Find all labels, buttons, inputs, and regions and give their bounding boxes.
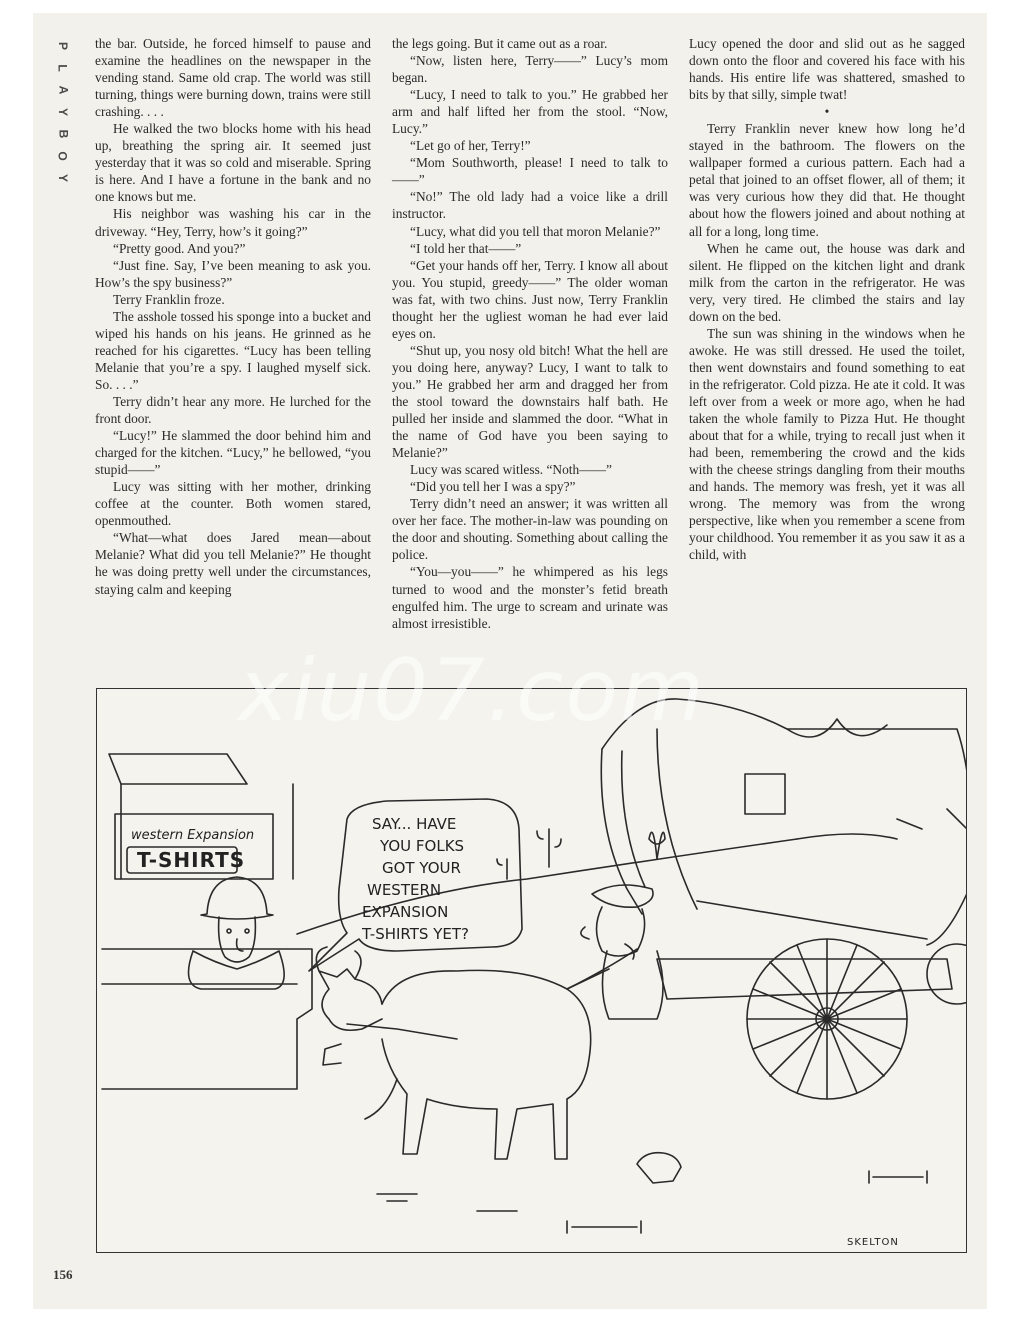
section-break-bullet: • <box>824 104 830 120</box>
paragraph: “Did you tell her I was a spy?” <box>410 479 576 495</box>
stand-awning <box>109 754 247 784</box>
cactus <box>497 859 507 879</box>
horizon-line <box>797 834 897 839</box>
paragraph: “You—you——” he whimpered as his legs turned to wood and the monster’s fetid breath engulfed him. The urge to scream and urinate was almost irresistible. <box>392 564 668 631</box>
wagon-far-wheel <box>927 944 967 1004</box>
canvas-patch <box>745 774 785 814</box>
text-column-3 <box>689 35 965 563</box>
cow-skull <box>637 1153 681 1183</box>
paragraph: Terry Franklin never knew how long he’d stayed in the bathroom. The flowers on the wallpaper formed a curious pattern. Each had a petal that joined to an offset flower, all of them; it was very curious how they did that. He thought about how the flowers joined and about nothing at all for a long, long time. <box>689 121 965 239</box>
ox-head <box>319 969 382 1030</box>
bubble-line: YOU FOLKS <box>380 837 465 855</box>
vendor-eye <box>227 929 231 933</box>
vendor-hat <box>201 877 273 919</box>
canvas-tear <box>787 719 887 737</box>
masthead-letter: Y <box>55 107 70 117</box>
wagon-canvas-bottom <box>697 901 927 939</box>
cartoon-illustration <box>96 688 967 1253</box>
paragraph: “Lucy!” He slammed the door behind him and charged for the kitchen. “Lucy,” he bellowed, “you stupid——” <box>95 428 371 478</box>
paragraph: Terry Franklin froze. <box>113 291 225 307</box>
page-number: 156 <box>53 1267 73 1282</box>
paragraph: “Let go of her, Terry!” <box>410 138 531 154</box>
paragraph: The sun was shining in the windows when he awoke. He was still dressed. He used the toilet, then went downstairs and found something to eat in the refrigerator. Cold pizza. He ate it cold. It was left over from a week or more ago, when he had taken the whole family to Pizza Hut. He thought about that for a while, trying to recall just when it had been, remembering the crowd and the kids with the cheese strings dangling from their mouths and hands. The memory was fresh, yet it was all wrong. The memory was from the wrong perspective, like when you remember a scene from your childhood. You remember it as you saw it as a child, with <box>689 325 965 563</box>
paragraph: When he came out, the house was dark and silent. He flipped on the kitchen light and drank milk from the carton in the refrigerator. He was very, very tired. He climbed the stairs and lay down on the bed. <box>689 240 965 324</box>
paragraph: “Get your hands off her, Terry. I know all about you. You stupid, greedy——” The older woman was fat, with two chins. Just now, Terry Franklin thought her the ugliest woman he had ever laid eyes on. <box>392 257 668 341</box>
paragraph: “Now, listen here, Terry——” Lucy’s mom began. <box>392 53 668 86</box>
wheel-spokes <box>747 939 907 1099</box>
masthead-letter: O <box>56 151 70 161</box>
masthead-letter: P <box>55 41 70 51</box>
paragraph: Lucy opened the door and slid out as he sagged down onto the floor and covered his face with his hands. His entire life was shattered, smashed to bits by that silly, simple twat! <box>689 36 965 103</box>
ground-scratch <box>377 1194 417 1201</box>
paragraph: “I told her that——” <box>410 240 522 256</box>
text-column-2 <box>392 35 668 632</box>
driver-nose <box>581 927 589 939</box>
paragraph: The asshole tossed his sponge into a bucket and wiped his hands on his jeans. He grinned as he reached for his cigarettes. “Lucy has been telling Melanie that you’re a spy. I laughed myself sick. So. . . .” <box>95 308 371 392</box>
wagon-hoop <box>622 751 645 887</box>
paragraph: “No!” The old lady had a voice like a drill instructor. <box>392 189 668 222</box>
paragraph: “Lucy, I need to talk to you.” He grabbed her arm and half lifted her from the stool. “Now, Lucy.” <box>392 87 668 137</box>
ox-tail <box>365 1079 397 1119</box>
paragraph: He walked the two blocks home with his head up, breathing the spring air. It seemed just yesterday that it was so cold and miserable. Spring is here. And I have a fortune in the bank and no one knows but me. <box>95 121 371 205</box>
sign-tshirts: T-SHIRTS <box>137 848 246 872</box>
ox-muzzle <box>323 1044 341 1065</box>
paragraph: “Pretty good. And you?” <box>113 240 246 256</box>
masthead-letter: L <box>56 64 70 72</box>
text-column-1 <box>95 35 371 598</box>
wagon-hoop <box>657 729 697 909</box>
paragraph: Terry didn’t hear any more. He lurched for the front door. <box>95 393 371 427</box>
paragraph: “What—what does Jared mean—about Melanie? What did you tell Melanie?” He thought he was doing pretty well under the circumstances, staying calm and keeping <box>95 530 371 597</box>
masthead-letter: B <box>55 129 70 139</box>
playboy-masthead <box>55 35 71 189</box>
ox-harness <box>347 1024 457 1039</box>
bone <box>869 1171 927 1183</box>
driver-body <box>602 951 663 1019</box>
paragraph: His neighbor was washing his car in the driveway. “Hey, Terry, how’s it going?” <box>95 206 371 239</box>
paragraph: Lucy was scared witless. “Noth——” <box>410 462 612 478</box>
arrow-shafts <box>897 809 967 829</box>
masthead-letter: A <box>55 85 70 95</box>
magazine-page <box>33 13 987 1309</box>
artist-signature: SKELTON <box>847 1237 899 1248</box>
watermark: xiu07.com <box>238 641 706 741</box>
vendor-eye <box>245 929 249 933</box>
paragraph: “Mom Southworth, please! I need to talk to——” <box>392 155 668 188</box>
cartoon-drawing <box>97 689 967 1253</box>
bubble-line: WESTERN <box>367 881 442 899</box>
sign-western-expansion: western Expansion <box>131 828 255 843</box>
driver-hat <box>592 885 653 907</box>
stand-counter <box>102 949 312 1089</box>
masthead-letter: Y <box>55 173 70 183</box>
bubble-line: EXPANSION <box>362 903 449 921</box>
paragraph: the legs going. But it came out as a roar. <box>392 36 608 51</box>
paragraph: Terry didn’t need an answer; it was written all over her face. The mother-in-law was pounding on the door and shouting. Something about calling the police. <box>392 496 668 563</box>
paragraph: Lucy was sitting with her mother, drinking coffee at the counter. Both women stared, openmouthed. <box>95 479 371 529</box>
bubble-line: SAY... HAVE <box>372 815 457 833</box>
paragraph: “Just fine. Say, I’ve been meaning to ask you. How’s the spy business?” <box>95 257 371 290</box>
arrow-in-hat <box>649 832 665 859</box>
paragraph: “Shut up, you nosy old bitch! What the hell are you doing here, anyway? Lucy, I want to talk to you.” He grabbed her arm and dragged her from the stool toward the downstairs half bath. He pulled her inside and slammed the door. “What in the name of God have you been saying to Melanie?” <box>392 342 668 461</box>
bubble-line: GOT YOUR <box>382 859 461 877</box>
bone <box>567 1221 641 1233</box>
paragraph: the bar. Outside, he forced himself to pause and examine the headlines on the newspaper in the vending stand. Same old crap. The world was still turning, things were burning down, trains were still crashing. . . . <box>95 36 371 120</box>
ox-body <box>382 970 591 1159</box>
bubble-line: T-SHIRTS YET? <box>362 925 469 943</box>
cactus <box>537 829 561 867</box>
paragraph: “Lucy, what did you tell that moron Melanie?” <box>410 223 661 239</box>
